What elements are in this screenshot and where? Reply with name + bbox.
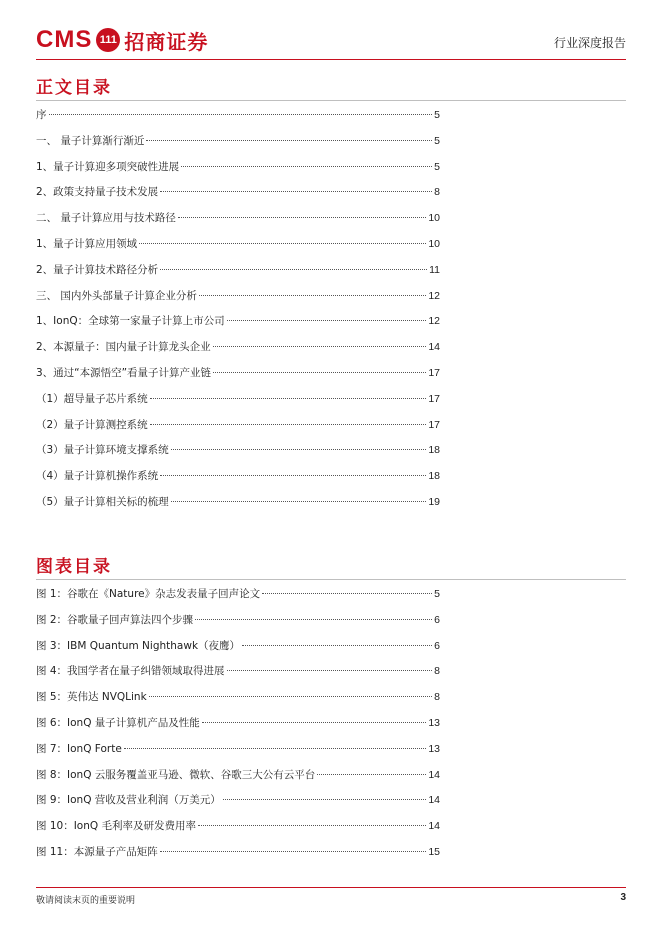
entry-title: 图 8：IonQ 云服务覆盖亚马逊、微软、谷歌三大公有云平台 [36,768,316,781]
contents-entry[interactable] [36,365,440,391]
logo-latin-text: CMS [36,26,93,53]
contents-entry[interactable] [36,442,440,468]
dot-leader [171,501,427,502]
entry-title: 2、量子计算技术路径分析 [36,263,159,276]
dot-leader [213,346,427,347]
entry-page-number: 8 [434,691,440,704]
entry-page-number: 8 [434,665,440,678]
contents-entry[interactable] [36,159,440,185]
entry-page-number: 14 [428,794,440,807]
entry-page-number: 8 [434,186,440,199]
figure-entry[interactable] [36,767,440,793]
figure-entry[interactable] [36,638,440,664]
entry-title: 图 3：IBM Quantum Nighthawk（夜鹰） [36,639,241,652]
dot-leader [146,140,432,141]
entry-title: 图 5：英伟达 NVQLink [36,691,147,704]
figures-list [36,586,440,870]
dot-leader [262,593,432,594]
entry-title: （5）量子计算相关标的梳理 [36,495,169,508]
page-header [36,22,626,58]
entry-page-number: 6 [434,639,440,652]
dot-leader [160,475,426,476]
dot-leader [150,398,427,399]
entry-title: （4）量子计算机操作系统 [36,470,159,483]
entry-page-number: 5 [434,160,440,173]
entry-title: （3）量子计算环境支撑系统 [36,444,169,457]
figure-entry[interactable] [36,818,440,844]
entry-page-number: 19 [428,495,440,508]
dot-leader [124,748,427,749]
entry-title: 图 11：本源量子产品矩阵 [36,845,158,858]
entry-title: 1、量子计算应用领域 [36,237,138,250]
entry-title: 图 9：IonQ 营收及营业利润（万美元） [36,794,221,807]
entry-title: 图 1：谷歌在《Nature》杂志发表量子回声论文 [36,588,261,600]
dot-leader [317,774,426,775]
contents-entry[interactable] [36,494,440,520]
entry-title: （2）量子计算测控系统 [36,418,148,431]
entry-title: 1、量子计算迎多项突破性进展 [36,160,180,173]
figure-entry[interactable] [36,741,440,767]
figures-title: 图表目录 [36,557,112,577]
figures-title-divider [36,579,626,580]
dot-leader [160,269,427,270]
figure-entry[interactable] [36,792,440,818]
figure-entry[interactable] [36,689,440,715]
logo-chinese-text: 招商证券 [124,29,209,54]
dot-leader [195,619,432,620]
entry-page-number: 17 [428,392,440,405]
report-type-label: 行业深度报告 [553,36,626,50]
entry-page-number: 6 [434,613,440,626]
entry-page-number: 17 [428,366,440,379]
dot-leader [227,670,433,671]
contents-entry[interactable] [36,133,440,159]
entry-title: 序 [36,109,47,121]
cms-logo [36,22,208,58]
entry-title: 二、 量子计算应用与技术路径 [36,212,176,225]
contents-entry[interactable] [36,339,440,365]
dot-leader [171,449,427,450]
entry-title: 一、 量子计算渐行渐近 [36,134,145,147]
entry-title: 三、 国内外头部量子计算企业分析 [36,289,197,302]
entry-page-number: 13 [428,742,440,755]
page-number: 3 [620,892,626,903]
dot-leader [160,191,432,192]
entry-title: 3、通过“本源悟空”看量子计算产业链 [36,366,212,379]
logo-mark-icon: 111 [96,28,120,52]
entry-page-number: 14 [428,768,440,781]
entry-page-number: 11 [429,263,440,276]
entry-page-number: 15 [428,845,440,858]
contents-entry[interactable] [36,107,440,133]
entry-page-number: 12 [428,315,440,328]
dot-leader [223,799,427,800]
entry-page-number: 14 [428,820,440,833]
dot-leader [227,320,427,321]
entry-page-number: 5 [434,134,440,147]
contents-entry[interactable] [36,391,440,417]
contents-title-divider [36,100,626,101]
contents-list [36,107,440,520]
entry-page-number: 5 [434,588,440,600]
footer-disclaimer: 敬请阅读末页的重要说明 [36,896,136,906]
entry-title: 图 6：IonQ 量子计算机产品及性能 [36,716,200,729]
entry-page-number: 18 [428,470,440,483]
entry-title: 图 7：IonQ Forte [36,742,122,755]
dot-leader [198,825,426,826]
entry-title: 1、IonQ：全球第一家量子计算上市公司 [36,315,225,328]
entry-page-number: 5 [434,109,440,121]
entry-page-number: 14 [428,341,440,354]
dot-leader [49,114,433,115]
header-divider [36,59,626,60]
entry-title: 2、政策支持量子技术发展 [36,186,159,199]
dot-leader [160,851,427,852]
entry-page-number: 10 [428,237,440,250]
contents-entry[interactable] [36,313,440,339]
dot-leader [178,217,426,218]
entry-page-number: 13 [428,716,440,729]
dot-leader [202,722,427,723]
dot-leader [181,166,432,167]
figure-entry[interactable] [36,663,440,689]
figure-entry[interactable] [36,612,440,638]
dot-leader [242,645,432,646]
contents-entry[interactable] [36,288,440,314]
contents-entry[interactable] [36,184,440,210]
dot-leader [199,295,426,296]
footer-divider [36,887,626,888]
figure-entry[interactable] [36,715,440,741]
figure-entry[interactable] [36,586,440,612]
entry-page-number: 17 [428,418,440,431]
entry-page-number: 10 [428,212,440,225]
contents-entry[interactable] [36,417,440,443]
dot-leader [150,424,427,425]
entry-title: 图 2：谷歌量子回声算法四个步骤 [36,613,194,626]
entry-page-number: 12 [428,289,440,302]
dot-leader [139,243,426,244]
entry-title: （1）超导量子芯片系统 [36,392,148,405]
figure-entry[interactable] [36,844,440,870]
contents-entry[interactable] [36,210,440,236]
dot-leader [213,372,426,373]
contents-entry[interactable] [36,236,440,262]
entry-page-number: 18 [428,444,440,457]
entry-title: 图 4：我国学者在量子纠错领域取得进展 [36,665,225,678]
dot-leader [149,696,432,697]
contents-entry[interactable] [36,468,440,494]
entry-title: 图 10：IonQ 毛利率及研发费用率 [36,820,196,833]
contents-entry[interactable] [36,262,440,288]
contents-title: 正文目录 [36,78,112,98]
entry-title: 2、本源量子：国内量子计算龙头企业 [36,341,211,354]
